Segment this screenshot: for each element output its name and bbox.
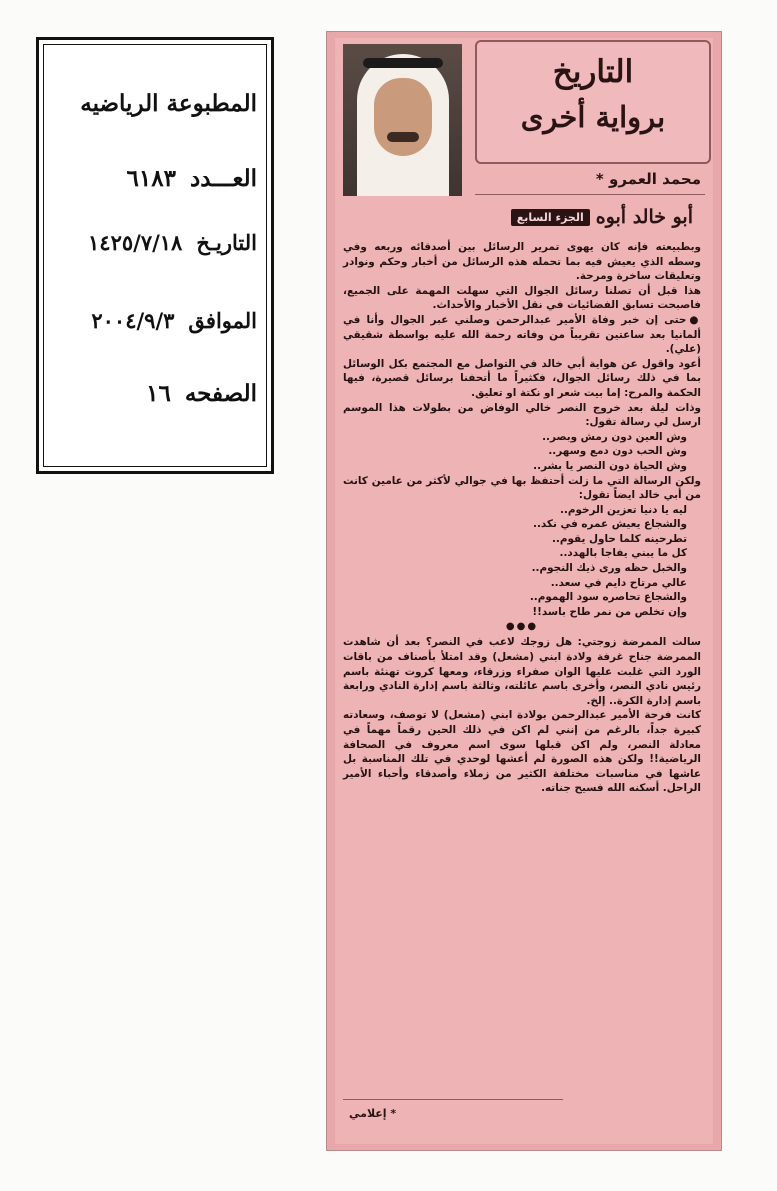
article-headline-row (511, 206, 693, 228)
footer-divider (343, 1099, 563, 1100)
stamp-issue-label: العـــدد (189, 165, 257, 192)
paragraph: سالت الممرضة زوجتي: هل زوجك لاعب في النصر؟ بعد أن شاهدت الممرضة جناح غرفة ولادة ابني (مشعل) وقد امتلأ بأصناف من باقات الورد التي غلبت عليها الوان صفراء وزرقاء، ومعها كروت تهنئة باسم رئيس نادي النصر، وأخرى باسم عائلته، وثالثة باسم إدارة النادي ورابعة باسم إدارة الكرة.. إلخ. (343, 636, 701, 707)
title-divider (475, 194, 705, 195)
photo-agal (363, 58, 443, 68)
bullet-icon: ● (689, 313, 701, 326)
paragraph: أعود واقول عن هواية أبي خالد في التواصل مع المجتمع بكل الوسائل بما في ذلك رسائل الجوال، فكثيراً ما أتحفنا برسائل قصيرة، فيها الحكمة والمرح: إما بيت شعر او نكتة او تعليق. (343, 357, 701, 399)
poem-line: وش الحب دون دمع وسهر.. (548, 445, 687, 458)
poem-line: تطرحينه كلما حاول يقوم.. (551, 532, 687, 545)
section-separator: ●●● (505, 621, 539, 633)
poem-line: وش الحياة دون النصر يا بشر.. (533, 459, 687, 472)
poem-second (343, 503, 701, 620)
paragraph: هذا قبل أن تصلنا رسائل الجوال التي سهلت المهمة على الجميع، فاصبحت تسابق الفضائيات في نقل الأخبار والأحداث. (343, 284, 701, 312)
article-headline: أبو خالد أبوه (595, 206, 693, 228)
archive-stamp-box (36, 37, 274, 474)
poem-first (343, 430, 701, 474)
stamp-publication: المطبوعة الرياضيه (80, 90, 257, 117)
paragraph-text: حتى إن خبر وفاة الأمير عبدالرحمن وصلني عبر الجوال وأنا في ألمانيا بعد ساعتين تقريباً من وفاته رحمة الله عليه بواسطة شقيقي (علي). (343, 313, 701, 356)
poem-line: والشجاع تحاصره سود الهموم.. (529, 591, 687, 604)
stamp-issue-value: ٦١٨٣ (126, 165, 176, 192)
column-title-line2: برواية أخرى (520, 100, 666, 134)
stamp-corresponding-row (91, 308, 257, 333)
newspaper-clipping (326, 31, 722, 1151)
paragraph: كانت فرحة الأمير عبدالرحمن بولادة ابني (مشعل) لا توصف، وسعادته كبيرة جداً، بالرغم من إنني لم اكن في ذلك الحين رقماً مهماً في معادلة النصر، ولم اكن قبلها سوى اسم معروف في الصحافة الرياضية!! ولكن هذه الصورة لم أعشها لوحدي في تلك المناسبة بل عاشها في مناسبات مختلفة الكثير من زملاء وأصدقاء وأحباء الأمير الراحل. أسكنه الله فسيح جناته. (343, 709, 701, 795)
author-footnote: * إعلامي (349, 1107, 397, 1120)
poem-line: وش العين دون رمش وبصر.. (542, 430, 687, 443)
author-star: * (595, 170, 604, 188)
stamp-date-row (88, 230, 257, 255)
stamp-page-row (146, 380, 257, 407)
author-photo (343, 44, 462, 196)
column-title-box (475, 40, 711, 164)
paragraph: وبطبيعته فإنه كان يهوى تمرير الرسائل بين أصدقائه وربعه وفي وسطه الذي يعيش فيه بما تحمله هذه الرسائل من أخبار وحكم ونوادر وتعليقات ساخرة ومرحة. (343, 241, 701, 283)
stamp-page-value: ١٦ (146, 380, 171, 407)
stamp-issue-row (127, 165, 257, 192)
clipping-inner (335, 38, 713, 1144)
stamp-page-label: الصفحه (184, 380, 257, 407)
poem-line: كل ما يبني يفاجا بالهدد.. (559, 547, 687, 560)
stamp-date-value: ١٤٢٥/٧/١٨ (88, 230, 183, 255)
part-badge: الجزء السابع (511, 209, 590, 226)
photo-moustache (387, 132, 419, 142)
author-byline (588, 170, 701, 188)
poem-line: والشجاع يعيش عمره في نكد.. (533, 518, 687, 531)
poem-line: عالي مرتاح دايم في سعد.. (550, 576, 687, 589)
paragraph (343, 313, 701, 357)
column-title-line1: التاريخ (552, 54, 634, 90)
stamp-corresponding-value: ٢٠٠٤/٩/٣ (91, 308, 175, 333)
paragraph: وذات ليلة بعد خروج النصر خالي الوفاض من بطولات هذا الموسم ارسل لي رسالة تقول: (343, 401, 701, 429)
photo-face (374, 78, 432, 156)
poem-line: والخبل حظه ورى ذيك النجوم.. (531, 562, 687, 575)
poem-line: ليه يا دنيا تعزين الرخوم.. (559, 503, 687, 516)
poem-line: وإن تخلص من نمر طاح باسد!! (532, 605, 687, 618)
author-name: محمد العمرو (609, 170, 701, 188)
stamp-corresponding-label: الموافق (188, 308, 257, 333)
stamp-date-label: التاريـخ (196, 230, 257, 255)
article-body (343, 240, 701, 796)
paragraph: ولكن الرسالة التي ما زلت أحتفظ بها في جوالي لأكثر من عامين كانت من أبي خالد ايضاً تقول: (343, 474, 701, 502)
